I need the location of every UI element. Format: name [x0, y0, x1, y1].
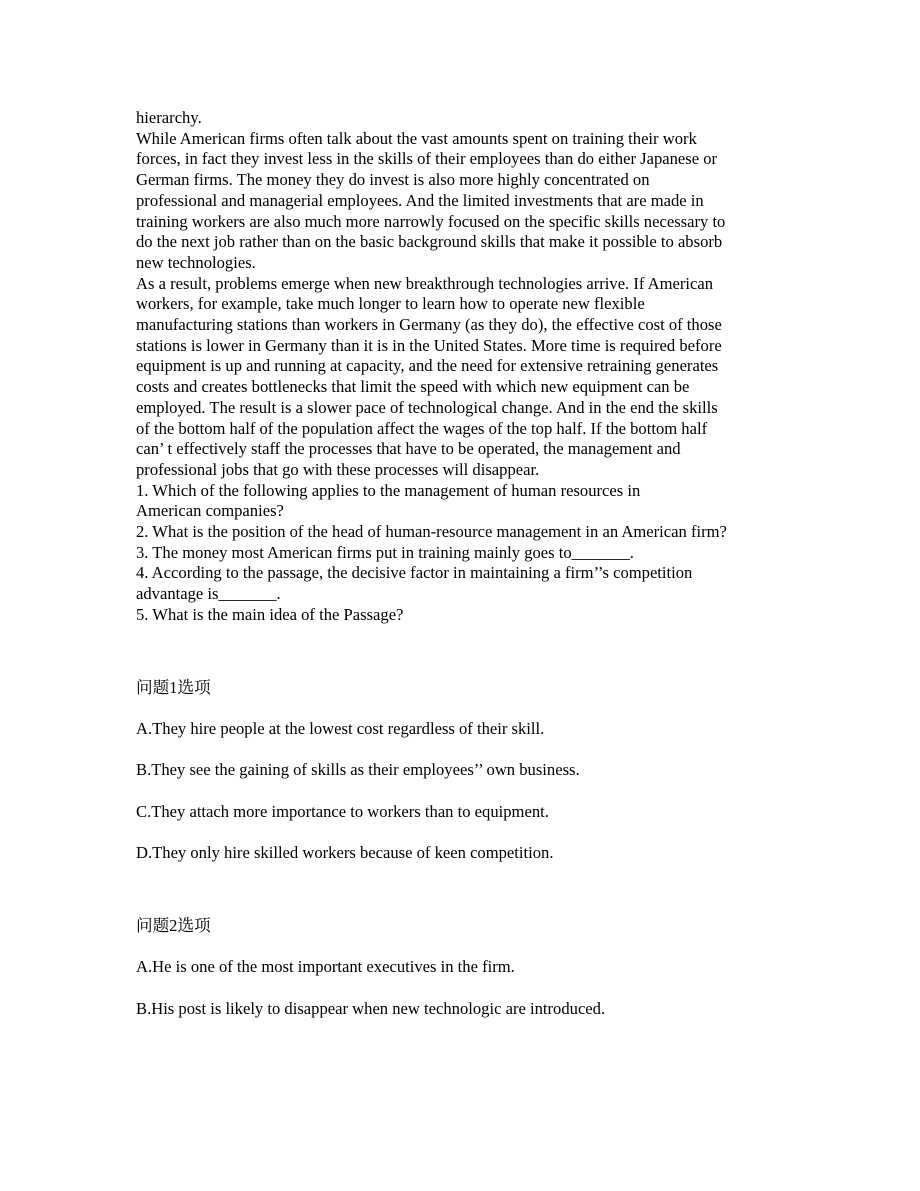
option-b: B.They see the gaining of skills as their employees’’ own business.	[136, 760, 580, 780]
passage	[136, 108, 786, 481]
passage-line: workers, for example, take much longer to learn how to operate new flexible	[136, 294, 645, 314]
passage-line: manufacturing stations than workers in Germany (as they do), the effective cost of those	[136, 315, 722, 335]
option-a: A.They hire people at the lowest cost regardless of their skill.	[136, 718, 545, 738]
passage-line: As a result, problems emerge when new breakthrough technologies arrive. If American	[136, 273, 714, 293]
question-line: 1. Which of the following applies to the management of human resources in	[136, 480, 641, 500]
option-a: A.He is one of the most important executives in the firm.	[136, 957, 515, 977]
passage-line: new technologies.	[136, 252, 256, 272]
question-line: American companies?	[136, 501, 284, 521]
passage-line: costs and creates bottlenecks that limit the speed with which new equipment can be	[136, 377, 690, 397]
passage-line: forces, in fact they invest less in the skills of their employees than do either Japanese or	[136, 149, 718, 169]
passage-line: equipment is up and running at capacity, and the need for extensive retraining generates	[136, 356, 719, 376]
question-line: 5. What is the main idea of the Passage?	[136, 604, 404, 624]
options-section-1	[136, 678, 786, 864]
question-line: 4. According to the passage, the decisive factor in maintaining a firm’’s competition	[136, 563, 693, 583]
passage-line: hierarchy.	[136, 108, 202, 127]
option-c: C.They attach more importance to workers than to equipment.	[136, 801, 549, 821]
passage-line: While American firms often talk about the vast amounts spent on training their work	[136, 128, 697, 148]
passage-line: do the next job rather than on the basic background skills that make it possible to absorb	[136, 232, 723, 252]
section-title: 问题1选项	[136, 677, 211, 697]
passage-line: of the bottom half of the population affect the wages of the top half. If the bottom half	[136, 418, 708, 438]
passage-line: stations is lower in Germany than it is in the United States. More time is required before	[136, 335, 722, 355]
section-title: 问题2选项	[136, 915, 211, 935]
options-section-2	[136, 916, 786, 1019]
passage-line: employed. The result is a slower pace of technological change. And in the end the skills	[136, 397, 718, 417]
option-d: D.They only hire skilled workers because of keen competition.	[136, 843, 554, 863]
passage-line: training workers are also much more narrowly focused on the specific skills necessary to	[136, 211, 726, 231]
passage-line: professional and managerial employees. And the limited investments that are made in	[136, 190, 704, 210]
passage-line: can’ t effectively staff the processes that have to be operated, the management and	[136, 439, 681, 459]
option-b: B.His post is likely to disappear when new technologic are introduced.	[136, 998, 606, 1018]
passage-line: German firms. The money they do invest is also more highly concentrated on	[136, 170, 650, 190]
question-list	[136, 481, 786, 626]
question-line: 2. What is the position of the head of human-resource management in an American firm?	[136, 522, 727, 542]
document-page	[136, 108, 786, 1019]
passage-line: professional jobs that go with these processes will disappear.	[136, 459, 540, 479]
question-line: 3. The money most American firms put in training mainly goes to_______.	[136, 542, 634, 562]
question-line: advantage is_______.	[136, 584, 281, 604]
